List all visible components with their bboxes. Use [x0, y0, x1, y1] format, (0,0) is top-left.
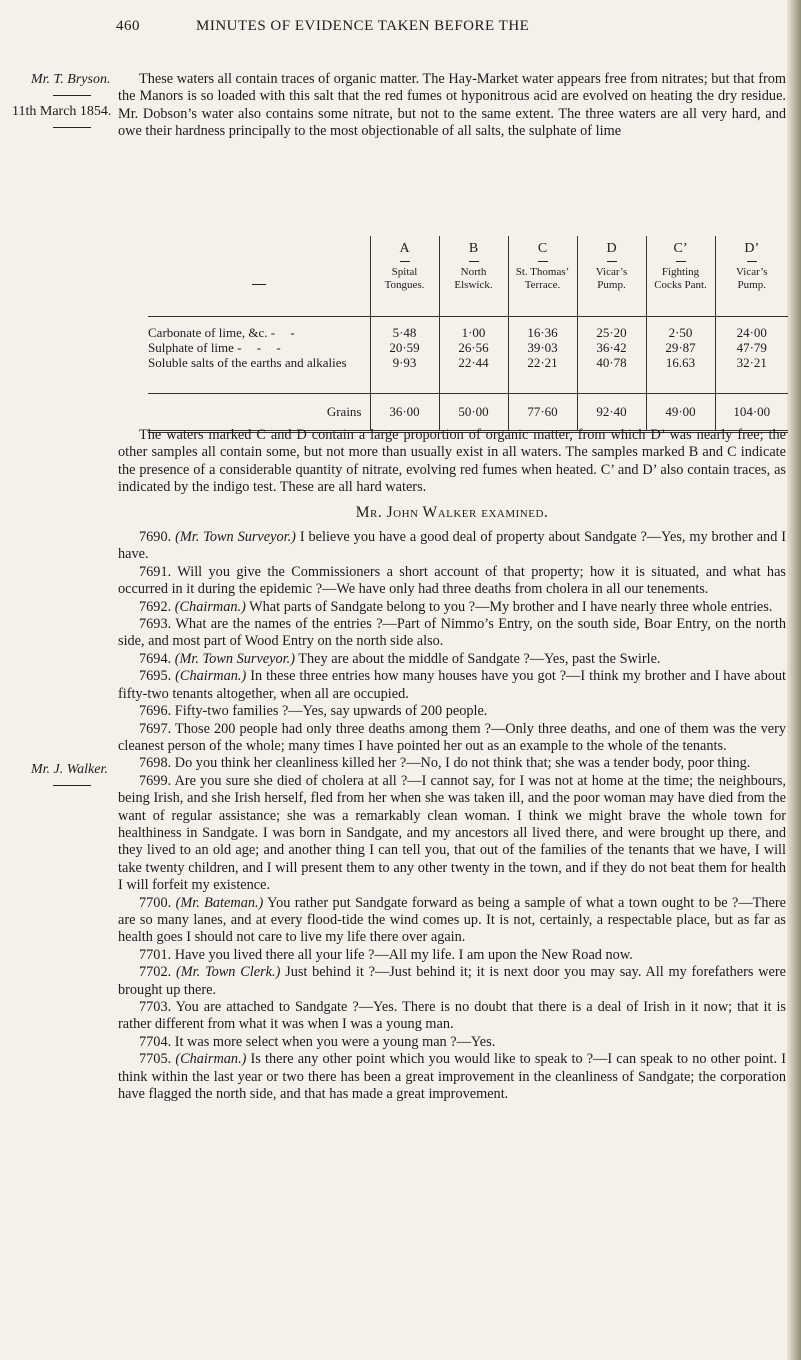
question-number: 7697. — [139, 720, 172, 737]
qa-paragraph — [118, 651, 786, 668]
total-cell: 104·00 — [715, 394, 788, 432]
page-edge-shadow — [787, 0, 801, 1360]
question-number: 7704. — [139, 1033, 172, 1050]
total-cell: 50·00 — [439, 394, 508, 432]
qa-paragraph — [118, 668, 786, 703]
qa-text: You rather put Sandgate forward as being a sample of what a town ought to be ?—There are so many lanes, and at every flood-tide the wind comes up. It is not, certainly, a respectable place, but as far as health goes I should not care to live my life there over again. — [118, 894, 786, 946]
qa-text: Those 200 people had only three deaths among them ?—Only three deaths, and one of them was the very cleanest person of the whole; many times I have pointed her out as an example to the whole of the tenants. — [118, 720, 786, 754]
table-cell: 24·00 47·79 32·21 — [715, 317, 788, 394]
qa-text: They are about the middle of Sandgate ?—Yes, past the Swirle. — [294, 650, 661, 667]
total-cell: 77·60 — [508, 394, 577, 432]
table-cell: 5·48 20·59 9·93 — [370, 317, 439, 394]
questioner: (Mr. Town Surveyor.) — [175, 529, 296, 546]
table-cell: 1·00 26·56 22·44 — [439, 317, 508, 394]
margin-note-witness-walker — [31, 762, 119, 794]
qa-paragraph — [118, 999, 786, 1034]
qa-text: I believe you have a good deal of property about Sandgate ?—Yes, my brother and I have. — [118, 529, 787, 563]
question-number: 7695. — [139, 668, 172, 685]
column-header: C’ Fighting Cocks Pant. — [646, 236, 715, 317]
qa-paragraph — [118, 616, 786, 651]
after-table-paragraph: The waters marked C and D contain a large proportion of organic matter, from which D’ was nearly free; the other samples all contain some, but not more than usually exist in all waters. The samples marked B and C indicate the presence of a considerable quantity of nitrate, evolving red fumes when heated. C’ and D’ also contain traces, as indicated by the indigo test. These are all hard waters. — [118, 427, 786, 496]
qa-text: Will you give the Commissioners a short account of that property; how it is situated, and what has occurred in it during the epidemic ?—We have only had three deaths from cholera in all our tenements. — [118, 563, 786, 598]
qa-paragraph — [118, 529, 786, 564]
margin-dash — [53, 95, 91, 96]
qa-text: Just behind it ?—Just behind it; it is next door you may say. All my forefathers were brought up there. — [118, 964, 787, 998]
water-analysis-table — [148, 236, 788, 433]
questioner: (Mr. Bateman.) — [175, 894, 264, 911]
qa-text: It was more select when you were a young man ?—Yes. — [171, 1033, 496, 1050]
question-number: 7702. — [139, 964, 172, 981]
qa-paragraph — [118, 1051, 786, 1103]
row-labels-cell — [148, 317, 370, 394]
column-header: B North Elswick. — [439, 236, 508, 317]
question-number: 7698. — [139, 755, 172, 772]
column-header: D Vicar’s Pump. — [577, 236, 646, 317]
total-cell: 92·40 — [577, 394, 646, 432]
table-total-row — [148, 394, 788, 432]
questioner: (Chairman.) — [175, 668, 247, 685]
intro-block — [118, 71, 786, 141]
question-number: 7692. — [139, 598, 172, 615]
qa-paragraph — [118, 1034, 786, 1051]
column-header: A Spital Tongues. — [370, 236, 439, 317]
total-cell: 49·00 — [646, 394, 715, 432]
row-label: Sulphate of lime - - - — [148, 340, 287, 355]
questioner: (Chairman.) — [174, 598, 246, 615]
column-header: C St. Thomas’ Terrace. — [508, 236, 577, 317]
qa-paragraph — [118, 599, 786, 616]
margin-witness-name: Mr. T. Bryson. — [31, 72, 111, 87]
question-number: 7694. — [139, 650, 172, 667]
margin-date: 11th March 1854. — [12, 104, 112, 119]
page-header-title: MINUTES OF EVIDENCE TAKEN BEFORE THE — [196, 18, 530, 34]
margin-witness-name: Mr. J. Walker. — [31, 762, 108, 777]
row-label: Soluble salts of the earths and alkalies — [148, 355, 347, 370]
table-cell: 25·20 36·42 40·78 — [577, 317, 646, 394]
qa-paragraph — [118, 947, 786, 964]
table-cell: 16·36 39·03 22·21 — [508, 317, 577, 394]
qa-text: In these three entries how many houses have you got ?—I think my brother and I have about fifty-two tenants altogether, when all are occupied. — [118, 668, 787, 702]
grains-label: Grains — [148, 394, 370, 432]
qa-text: You are attached to Sandgate ?—Yes. There is no doubt that there is a deal of Irish in it now; that it is rather different from what it was when I was a young man. — [118, 999, 786, 1033]
qa-text: Fifty-two families ?—Yes, say upwards of 200 people. — [171, 703, 488, 720]
margin-dash — [53, 127, 91, 128]
qa-paragraph — [118, 773, 786, 895]
qa-text: Is there any other point which you would like to speak to ?—I can speak to no other point. I think within the last year or two there has been a great improvement in the cleanliness of Sandgate; the corporation have flagged the north side, and that has made a great improvement. — [118, 1051, 786, 1103]
qa-paragraph — [118, 895, 786, 947]
questioner: (Mr. Town Clerk.) — [175, 964, 281, 981]
question-number: 7703. — [139, 999, 172, 1015]
qa-paragraph — [118, 564, 786, 599]
table-corner — [148, 236, 370, 317]
question-number: 7700. — [139, 894, 172, 911]
table-cell: 2·50 29·87 16.63 — [646, 317, 715, 394]
question-number: 7691. — [139, 563, 172, 580]
column-header: D’ Vicar’s Pump. — [715, 236, 788, 317]
question-number: 7693. — [139, 616, 172, 633]
qa-paragraph — [118, 755, 786, 772]
question-number: 7690. — [139, 529, 172, 546]
qa-list — [118, 529, 786, 1103]
qa-text: What are the names of the entries ?—Part of Nimmo’s Entry, on the south side, Boar Entry, on the north side, and most part of Wood Entry on the north side also. — [118, 616, 786, 650]
total-cell: 36·00 — [370, 394, 439, 432]
running-head — [0, 18, 801, 42]
row-label: Carbonate of lime, &c. - - — [148, 325, 301, 340]
table-body-row — [148, 317, 788, 394]
questioner: (Chairman.) — [175, 1051, 247, 1068]
intro-paragraph: These waters all contain traces of organic matter. The Hay-Market water appears free from nitrates; but that from the Manors is so loaded with this salt that the red fumes ot hyponitrous acid are evolved on heating the dry residue. Mr. Dobson’s water also contains some nitrate, but not to the same extent. The three waters are all very hard, and owe their hardness principally to the most objectionable of all salts, the sulphate of lime — [118, 71, 786, 140]
qa-text: Are you sure she died of cholera at all ?—I cannot say, for I was not at home at the time; the neighbours, being Irish, and she Irish herself, fled from her when she was taken ill, and the poor woman may have died from the want of regular assistance; she was a remarkably clean woman. I think we might brave the whole town for healthiness in Sandgate. I was born in Sandgate, and my ancestors all lived there, and were brought up there, and they lived to an old age; and another thing I can tell you, that out of the families of the tenants that we have, I will take twenty children, and I will present them to any other twenty in the town, and if they do not beat them for health I will forfeit my existence. — [118, 772, 786, 894]
qa-text: What parts of Sandgate belong to you ?—My brother and I have nearly three whole entries. — [245, 598, 773, 615]
evidence-block — [118, 427, 786, 1103]
qa-paragraph — [118, 721, 786, 756]
qa-text: Do you think her cleanliness killed her ?—No, I do not think that; she was a tender body, poor thing. — [171, 755, 751, 772]
margin-note-witness-bryson — [12, 72, 119, 136]
question-number: 7696. — [139, 703, 172, 720]
question-number: 7705. — [139, 1051, 172, 1068]
qa-paragraph — [118, 964, 786, 999]
qa-paragraph — [118, 703, 786, 720]
table-header-row — [148, 236, 788, 317]
witness-heading: Mr. John Walker examined. — [355, 503, 549, 521]
page-number: 460 — [116, 18, 140, 34]
question-number: 7699. — [139, 772, 172, 789]
qa-text: Have you lived there all your life ?—All my life. I am upon the New Road now. — [171, 946, 633, 963]
margin-dash — [53, 785, 91, 786]
questioner: (Mr. Town Surveyor.) — [174, 650, 295, 667]
question-number: 7701. — [139, 946, 172, 963]
